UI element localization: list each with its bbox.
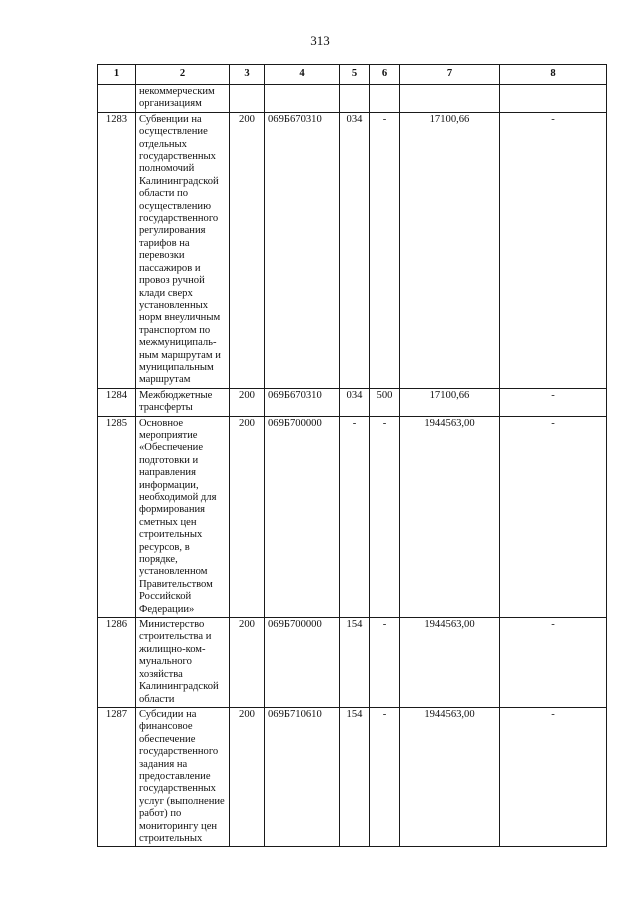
cell-code: 200 — [230, 388, 265, 416]
cell-extra — [500, 85, 607, 113]
cell-sum: 1944563,00 — [400, 416, 500, 618]
cell-code — [230, 85, 265, 113]
cell-typ: - — [370, 618, 400, 708]
column-header: 1 — [98, 65, 136, 85]
cell-typ: - — [370, 707, 400, 846]
cell-code: 200 — [230, 112, 265, 388]
cell-sec: 154 — [340, 707, 370, 846]
cell-code: 200 — [230, 707, 265, 846]
cell-extra: - — [500, 707, 607, 846]
cell-num: 1285 — [98, 416, 136, 618]
cell-extra: - — [500, 416, 607, 618]
table-row — [98, 618, 607, 708]
column-header: 3 — [230, 65, 265, 85]
table-row — [98, 112, 607, 388]
cell-extra: - — [500, 112, 607, 388]
cell-typ — [370, 85, 400, 113]
table-row — [98, 416, 607, 618]
column-header: 4 — [265, 65, 340, 85]
cell-csr: 069Б700000 — [265, 618, 340, 708]
cell-num: 1284 — [98, 388, 136, 416]
table-row — [98, 388, 607, 416]
cell-name: Межбюджетные трансферты — [136, 388, 230, 416]
cell-sec: 034 — [340, 388, 370, 416]
cell-typ: - — [370, 112, 400, 388]
cell-sec: 154 — [340, 618, 370, 708]
page-number: 313 — [310, 33, 330, 48]
cell-num: 1286 — [98, 618, 136, 708]
cell-sum: 1944563,00 — [400, 618, 500, 708]
cell-name: некоммерческим организациям — [136, 85, 230, 113]
cell-code: 200 — [230, 618, 265, 708]
cell-sum: 17100,66 — [400, 388, 500, 416]
cell-csr: 069Б700000 — [265, 416, 340, 618]
column-header: 6 — [370, 65, 400, 85]
cell-sec: - — [340, 416, 370, 618]
header-row — [98, 65, 607, 85]
cell-extra: - — [500, 388, 607, 416]
cell-csr: 069Б710610 — [265, 707, 340, 846]
cell-sum: 1944563,00 — [400, 707, 500, 846]
cell-name: Министерство строительства и жилищно-ком-мунального хозяйства Калининградской области — [136, 618, 230, 708]
cell-num: 1283 — [98, 112, 136, 388]
cell-csr: 069Б670310 — [265, 112, 340, 388]
cell-sec: 034 — [340, 112, 370, 388]
cell-sec — [340, 85, 370, 113]
cell-extra: - — [500, 618, 607, 708]
cell-num: 1287 — [98, 707, 136, 846]
cell-typ: - — [370, 416, 400, 618]
cell-csr: 069Б670310 — [265, 388, 340, 416]
cell-num — [98, 85, 136, 113]
table-row — [98, 707, 607, 846]
table-row-continuation — [98, 85, 607, 113]
cell-code: 200 — [230, 416, 265, 618]
cell-csr — [265, 85, 340, 113]
cell-name: Субсидии на финансовое обеспечение государственного задания на предоставление государственных услуг (выполнение работ) по мониторингу цен строительных — [136, 707, 230, 846]
cell-sum — [400, 85, 500, 113]
column-header: 8 — [500, 65, 607, 85]
budget-table — [97, 64, 607, 847]
cell-typ: 500 — [370, 388, 400, 416]
cell-name: Субвенции на осуществление отдельных государственных полномочий Калининградской области по осуществлению государственного регулирования тарифов на перевозки пассажиров и провоз ручной клади сверх установленных норм внеуличным транспортом по межмуниципаль-ным маршрутам и муниципальным маршрутам — [136, 112, 230, 388]
cell-name: Основное мероприятие «Обеспечение подготовки и направления информации, необходимой для формирования сметных цен строительных ресурсов, в порядке, установленном Правительством Российской Федерации» — [136, 416, 230, 618]
column-header: 2 — [136, 65, 230, 85]
column-header: 7 — [400, 65, 500, 85]
cell-sum: 17100,66 — [400, 112, 500, 388]
column-header: 5 — [340, 65, 370, 85]
